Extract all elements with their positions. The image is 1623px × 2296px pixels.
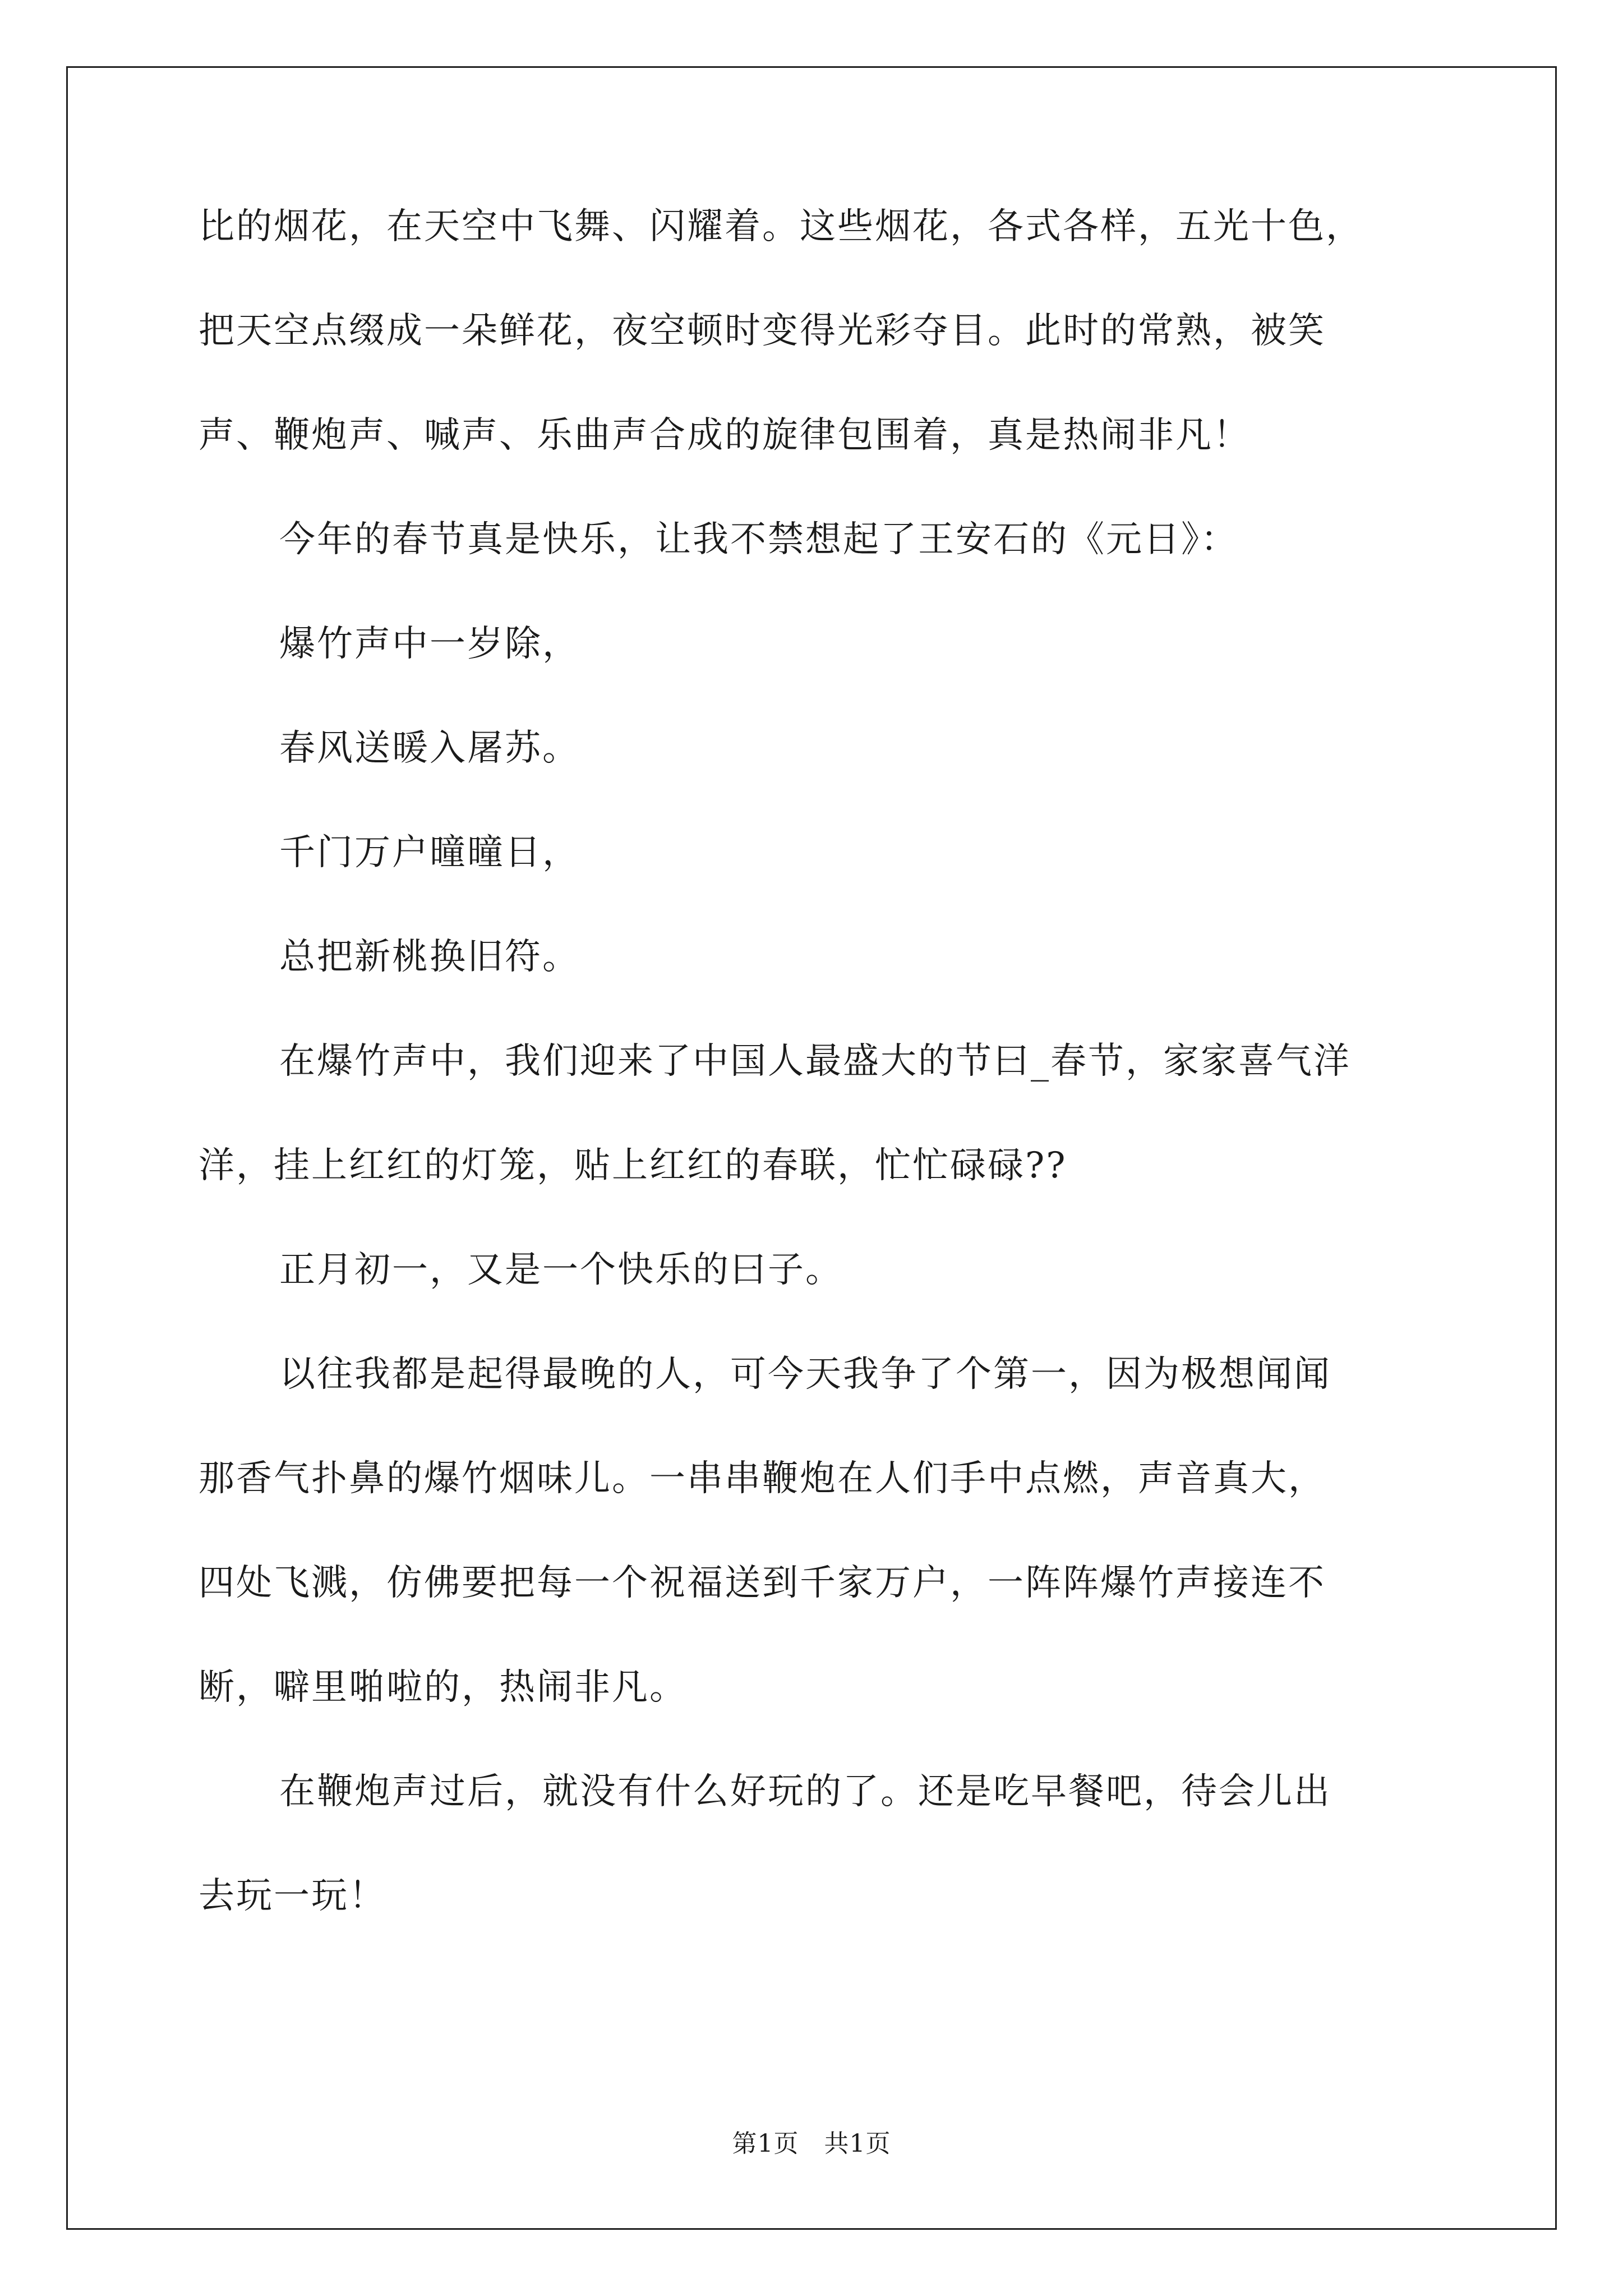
poem-line: 千门万户曈曈日， (279, 832, 580, 873)
text-line: 以往我都是起得最晚的人，可今天我争了个第一，因为极想闻闻 (279, 1354, 1331, 1395)
text-line: 把天空点缀成一朵鲜花，夜空顿时变得光彩夺目。此时的常熟，被笑 (199, 310, 1326, 352)
text-line: 断，噼里啪啦的，热闹非凡。 (199, 1667, 687, 1708)
text-line: 在爆竹声中，我们迎来了中国人最盛大的节曰_春节，家家喜气洋 (279, 1041, 1351, 1082)
text-line: 那香气扑鼻的爆竹烟味儿。一串串鞭炮在人们手中点燃，声音真大， (199, 1458, 1326, 1499)
text-line: 今年的春节真是快乐，让我不禁想起了王安石的《元日》： (279, 519, 1238, 560)
poem-line: 爆竹声中一岁除， (279, 623, 580, 665)
text-line: 洋，挂上红红的灯笼，贴上红红的春联，忙忙碌碌?? (199, 1145, 1067, 1186)
page-footer: 第1页 共1页 (732, 2129, 891, 2158)
text-line: 去玩一玩！ (199, 1875, 386, 1917)
text-line: 四处飞溅，仿佛要把每一个祝福送到千家万户，一阵阵爆竹声接连不 (199, 1562, 1326, 1604)
poem-line: 春风送暖入屠苏。 (279, 728, 580, 769)
document-body (199, 206, 1455, 1982)
text-line: 在鞭炮声过后，就没有什么好玩的了。还是吃早餐吧，待会儿出 (279, 1771, 1331, 1812)
text-line: 声、鞭炮声、喊声、乐曲声合成的旋律包围着，真是热闹非凡！ (199, 415, 1251, 456)
text-line: 正月初一，又是一个快乐的曰子。 (279, 1249, 843, 1291)
poem-line: 总把新桃换旧符。 (279, 936, 580, 978)
text-line: 比的烟花，在天空中飞舞、闪耀着。这些烟花，各式各样，五光十色， (199, 206, 1363, 247)
